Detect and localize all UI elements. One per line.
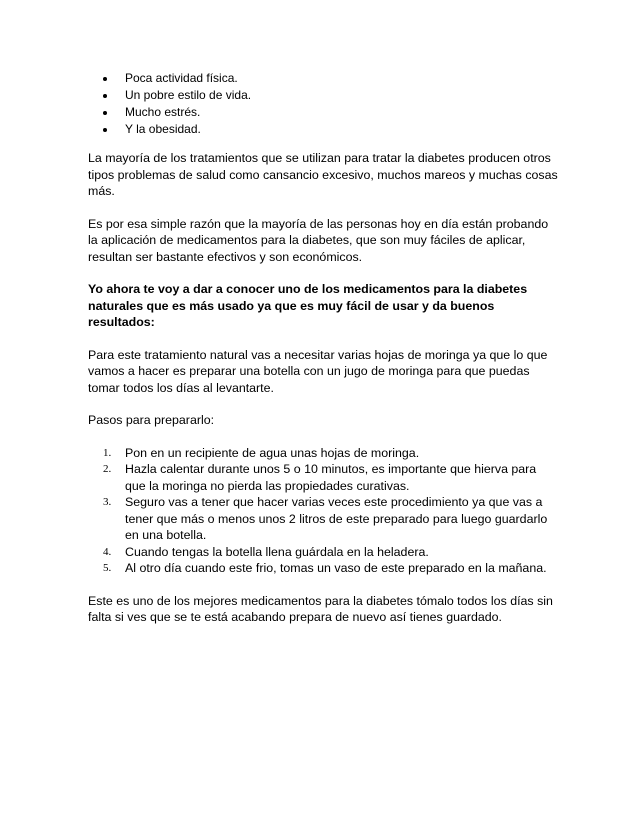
- step-item: [88, 544, 558, 561]
- paragraph-moringa: Para este tratamiento natural vas a necesitar varias hojas de moringa ya que lo que vamos a hacer es preparar una botella con un jugo de moringa para que puedas tomar todos los días al levantarte.: [88, 347, 548, 395]
- bullet-icon: [103, 94, 107, 98]
- bullet-item: [88, 87, 558, 104]
- bullet-icon: [103, 111, 107, 115]
- step-text: Seguro vas a tener que hacer varias veces este procedimiento ya que vas a tener que más o menos unos 2 litros de este preparado para luego guardarlo en una botella.: [125, 495, 548, 542]
- paragraph-reason: Es por esa simple razón que la mayoría de las personas hoy en día están probando la aplicación de medicamentos para la diabetes, que son muy fáciles de aplicar, resultan ser bastante efectivos y son económicos.: [88, 216, 549, 264]
- paragraph-intro-bold: Yo ahora te voy a dar a conocer uno de los medicamentos para la diabetes naturales que es más usado ya que es muy fácil de usar y da buenos resultados:: [88, 282, 528, 329]
- paragraph-closing: Este es uno de los mejores medicamentos para la diabetes tómalo todos los días sin falta si ves que se te está acabando prepara de nuevo así tienes guardado.: [88, 593, 553, 624]
- step-item: [88, 560, 558, 577]
- step-text: Cuando tengas la botella llena guárdala en la heladera.: [125, 544, 429, 559]
- step-item: [88, 461, 558, 494]
- bullet-item: [88, 121, 558, 138]
- step-number: 1.: [103, 446, 112, 459]
- step-text: Al otro día cuando este frio, tomas un vaso de este preparado en la mañana.: [125, 561, 547, 575]
- step-number: 5.: [103, 562, 112, 574]
- paragraph-steps-heading: Pasos para prepararlo:: [88, 413, 215, 427]
- bullet-icon: [103, 77, 107, 81]
- paragraph-treatments: La mayoría de los tratamientos que se utilizan para tratar la diabetes producen otros tipos problemas de salud como cansancio excesivo, muchos mareos y muchas cosas más.: [88, 151, 558, 198]
- causes-bullet-list: [88, 70, 558, 138]
- document-page: [88, 70, 558, 642]
- bullet-text: Un pobre estilo de vida.: [125, 88, 252, 102]
- step-number: 2.: [103, 463, 112, 475]
- step-item: [88, 445, 558, 462]
- bullet-item: [88, 104, 558, 121]
- step-number: 3.: [103, 496, 112, 508]
- bullet-icon: [103, 128, 107, 132]
- steps-numbered-list: [88, 445, 558, 577]
- bullet-text: Poca actividad física.: [125, 71, 238, 85]
- bullet-text: Y la obesidad.: [125, 122, 201, 136]
- step-text: Hazla calentar durante unos 5 o 10 minutos, es importante que hierva para que la moringa no pierda las propiedades curativas.: [125, 462, 537, 493]
- step-text: Pon en un recipiente de agua unas hojas de moringa.: [125, 445, 420, 460]
- bullet-item: [88, 70, 558, 87]
- bullet-text: Mucho estrés.: [125, 105, 201, 119]
- step-item: [88, 494, 558, 544]
- step-number: 4.: [103, 545, 112, 558]
